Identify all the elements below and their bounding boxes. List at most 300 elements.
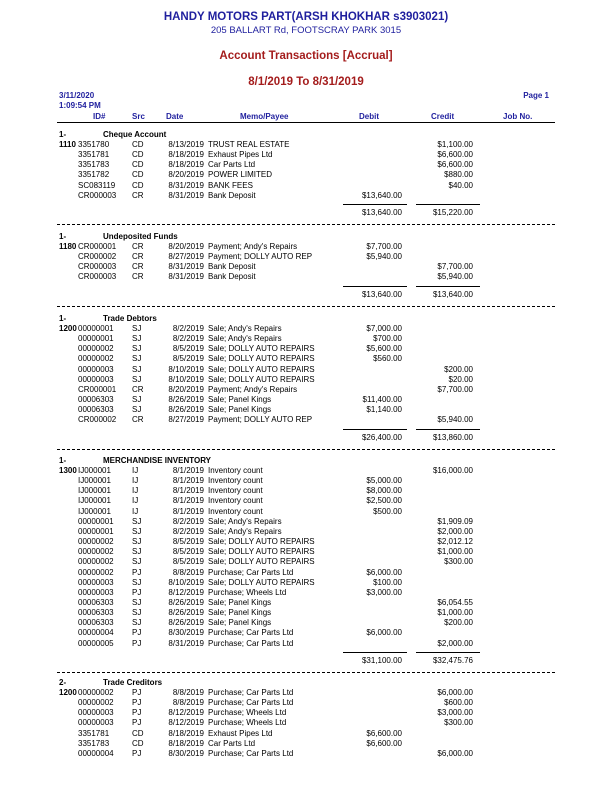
entry-date: 8/20/2019	[168, 170, 204, 180]
total-rule-debit	[343, 204, 407, 205]
entry-memo: Sale; DOLLY AUTO REPAIRS	[208, 354, 315, 364]
total-rule-credit	[416, 204, 480, 205]
transaction-row	[0, 708, 612, 718]
entry-id: 00000001	[78, 516, 114, 526]
entry-id: CR000003	[78, 262, 117, 272]
transaction-row	[0, 537, 612, 547]
entry-id: SC083119	[78, 180, 116, 190]
account-number: 2-1200	[59, 678, 77, 697]
entry-memo: Inventory count	[208, 506, 263, 516]
transaction-row	[0, 718, 612, 728]
entry-date: 8/27/2019	[168, 252, 204, 262]
entry-debit: $8,000.00	[366, 486, 402, 496]
entry-debit: $13,640.00	[361, 190, 402, 200]
entry-credit: $6,000.00	[437, 748, 473, 758]
entry-source: CD	[132, 170, 144, 180]
entry-source: CR	[132, 384, 144, 394]
entry-debit: $500.00	[373, 506, 402, 516]
entry-credit: $1,000.00	[437, 608, 473, 618]
entry-date: 8/1/2019	[172, 496, 204, 506]
transaction-row	[0, 547, 612, 557]
entry-id: IJ000001	[78, 486, 111, 496]
entry-id: CR000001	[78, 384, 117, 394]
entry-memo: Purchase; Wheels Ltd	[208, 718, 287, 728]
entry-debit: $560.00	[373, 354, 402, 364]
entry-date: 8/2/2019	[172, 526, 204, 536]
transaction-row	[0, 191, 612, 201]
entry-credit: $200.00	[444, 618, 473, 628]
entry-id: 3351780	[78, 140, 110, 149]
entry-date: 8/2/2019	[172, 334, 204, 344]
entry-source: CD	[132, 150, 144, 160]
entry-source: SJ	[132, 557, 142, 567]
entry-debit: $2,500.00	[366, 496, 402, 506]
entry-date: 8/2/2019	[172, 324, 204, 333]
entry-id: IJ000001	[78, 466, 111, 475]
entry-memo: Sale; Andy's Repairs	[208, 334, 282, 344]
transaction-row	[0, 354, 612, 364]
entry-date: 8/10/2019	[168, 577, 204, 587]
entry-memo: Bank Deposit	[208, 190, 256, 200]
section-separator	[57, 224, 555, 225]
entry-memo: Sale; DOLLY AUTO REPAIRS	[208, 344, 315, 354]
entry-credit: $600.00	[444, 698, 473, 708]
entry-credit: $40.00	[448, 180, 473, 190]
entry-id: 3351781	[78, 150, 110, 160]
entry-source: SJ	[132, 537, 142, 547]
entry-memo: Payment; Andy's Repairs	[208, 242, 298, 251]
entry-id: IJ000001	[78, 496, 111, 506]
entry-id: 00000002	[78, 537, 114, 547]
column-header-job: Job No.	[503, 112, 533, 121]
entry-credit: $5,940.00	[437, 272, 473, 282]
entry-id: 00000001	[78, 334, 114, 344]
print-date: 3/11/2020	[59, 91, 95, 100]
transaction-row	[0, 385, 612, 395]
entry-debit: $5,600.00	[366, 344, 402, 354]
column-header-debit: Debit	[359, 112, 379, 121]
entry-date: 8/12/2019	[168, 587, 204, 597]
transaction-row	[0, 588, 612, 598]
entry-id: 00006303	[78, 395, 114, 405]
entry-debit: $5,000.00	[366, 476, 402, 486]
entry-source: PJ	[132, 708, 142, 718]
transaction-row	[0, 608, 612, 618]
transaction-row	[0, 405, 612, 415]
entry-memo: Sale; Andy's Repairs	[208, 526, 282, 536]
entry-source: PJ	[132, 567, 142, 577]
transaction-row	[0, 568, 612, 578]
transaction-row	[0, 688, 612, 698]
entry-credit: $5,940.00	[437, 415, 473, 425]
entry-source: PJ	[132, 587, 142, 597]
entry-source: SJ	[132, 526, 142, 536]
entry-source: IJ	[132, 486, 139, 496]
entry-source: SJ	[132, 597, 142, 607]
entry-date: 8/12/2019	[168, 718, 204, 728]
entry-date: 8/20/2019	[168, 384, 204, 394]
entry-source: SJ	[132, 405, 142, 415]
entry-credit: $20.00	[448, 374, 473, 384]
entry-memo: Inventory count	[208, 476, 263, 486]
transaction-row	[0, 375, 612, 385]
entry-source: CD	[132, 180, 144, 190]
entry-id: 00000004	[78, 748, 114, 758]
entry-source: PJ	[132, 688, 142, 697]
entry-id: 00000004	[78, 628, 114, 638]
entry-source: SJ	[132, 577, 142, 587]
entry-debit: $6,000.00	[366, 567, 402, 577]
total-rule-credit	[416, 652, 480, 653]
entry-memo: Purchase; Wheels Ltd	[208, 708, 287, 718]
entry-memo: Exhaust Pipes Ltd	[208, 728, 273, 738]
transaction-row	[0, 749, 612, 759]
entry-id: 00000005	[78, 638, 114, 648]
entry-debit: $5,940.00	[366, 252, 402, 262]
entry-source: SJ	[132, 608, 142, 618]
entry-id: CR000003	[78, 190, 117, 200]
account-number: 1-1200	[59, 314, 77, 333]
transaction-row	[0, 618, 612, 628]
transaction-row	[0, 160, 612, 170]
entry-id: 00000002	[78, 557, 114, 567]
entry-date: 8/30/2019	[168, 628, 204, 638]
entry-memo: Car Parts Ltd	[208, 738, 256, 748]
entry-credit: $6,600.00	[437, 150, 473, 160]
entry-debit: $6,000.00	[366, 628, 402, 638]
transaction-row	[0, 486, 612, 496]
transaction-row	[0, 415, 612, 425]
entry-source: CR	[132, 262, 144, 272]
report-period: 8/1/2019 To 8/31/2019	[248, 76, 364, 88]
entry-source: CD	[132, 728, 144, 738]
transaction-row	[0, 507, 612, 517]
entry-debit: $11,400.00	[362, 395, 402, 405]
section-separator	[57, 306, 555, 307]
entry-id: 00000002	[78, 344, 114, 354]
account-total-debit: $31,100.00	[361, 655, 402, 665]
column-header-id: ID#	[93, 112, 106, 121]
entry-source: SJ	[132, 516, 142, 526]
entry-memo: Sale; Panel Kings	[208, 618, 272, 628]
entry-memo: Sale; DOLLY AUTO REPAIRS	[208, 577, 315, 587]
entry-memo: Car Parts Ltd	[208, 160, 256, 170]
entry-id: 00006303	[78, 618, 114, 628]
section-separator	[57, 672, 555, 673]
entry-credit: $6,600.00	[437, 160, 473, 170]
entry-date: 8/31/2019	[168, 180, 204, 190]
entry-credit: $2,000.00	[437, 526, 473, 536]
transaction-row	[0, 272, 612, 282]
entry-source: PJ	[132, 718, 142, 728]
entry-id: 00000002	[78, 354, 114, 364]
account-name: Undeposited Funds	[103, 232, 178, 241]
entry-id: CR000003	[78, 272, 117, 282]
entry-memo: Purchase; Wheels Ltd	[208, 587, 287, 597]
transaction-row	[0, 262, 612, 272]
entry-date: 8/27/2019	[168, 415, 204, 425]
entry-memo: BANK FEES	[208, 180, 253, 190]
entry-source: SJ	[132, 324, 142, 333]
entry-date: 8/13/2019	[168, 140, 204, 149]
entry-memo: Inventory count	[208, 496, 263, 506]
entry-debit: $6,600.00	[366, 728, 402, 738]
column-header-memo: Memo/Payee	[240, 112, 289, 121]
entry-source: IJ	[132, 506, 139, 516]
entry-date: 8/26/2019	[168, 405, 204, 415]
entry-id: 3351783	[78, 738, 110, 748]
entry-source: SJ	[132, 364, 142, 374]
entry-date: 8/26/2019	[168, 395, 204, 405]
report-title: Account Transactions [Accrual]	[219, 50, 393, 62]
entry-date: 8/1/2019	[172, 486, 204, 496]
transaction-row	[0, 476, 612, 486]
entry-date: 8/20/2019	[168, 242, 204, 251]
entry-memo: Sale; Panel Kings	[208, 608, 272, 618]
entry-credit: $16,000.00	[432, 466, 473, 475]
entry-credit: $200.00	[444, 364, 473, 374]
entry-memo: Purchase; Car Parts Ltd	[208, 688, 294, 697]
entry-date: 8/26/2019	[168, 608, 204, 618]
entry-id: 00006303	[78, 608, 114, 618]
entry-source: SJ	[132, 547, 142, 557]
transaction-row	[0, 344, 612, 354]
entry-id: 00000003	[78, 364, 114, 374]
transaction-row	[0, 242, 612, 252]
account-total-credit: $13,640.00	[432, 289, 473, 299]
entry-memo: POWER LIMITED	[208, 170, 273, 180]
entry-id: 00000001	[78, 324, 114, 333]
entry-id: CR000001	[78, 242, 117, 251]
account-total-credit: $32,475.76	[432, 655, 473, 665]
entry-credit: $300.00	[444, 718, 473, 728]
entry-source: CR	[132, 272, 144, 282]
entry-memo: Payment; DOLLY AUTO REP	[208, 252, 313, 262]
entry-memo: Sale; Panel Kings	[208, 597, 272, 607]
account-total-debit: $13,640.00	[361, 207, 402, 217]
entry-date: 8/10/2019	[168, 374, 204, 384]
transaction-row	[0, 334, 612, 344]
entry-source: SJ	[132, 334, 142, 344]
entry-memo: Purchase; Car Parts Ltd	[208, 638, 294, 648]
transaction-row	[0, 698, 612, 708]
entry-memo: Sale; Panel Kings	[208, 395, 272, 405]
entry-memo: Sale; DOLLY AUTO REPAIRS	[208, 374, 315, 384]
entry-debit: $100.00	[373, 577, 402, 587]
transaction-row	[0, 466, 612, 476]
entry-id: CR000002	[78, 415, 117, 425]
entry-memo: Purchase; Car Parts Ltd	[208, 628, 294, 638]
entry-date: 8/8/2019	[172, 567, 204, 577]
entry-memo: Inventory count	[208, 466, 263, 475]
entry-id: 00000002	[78, 547, 114, 557]
entry-id: 00006303	[78, 405, 114, 415]
entry-date: 8/8/2019	[172, 698, 204, 708]
entry-date: 8/5/2019	[172, 537, 204, 547]
column-header-credit: Credit	[431, 112, 455, 121]
entry-source: PJ	[132, 698, 142, 708]
entry-credit: $7,700.00	[437, 262, 473, 272]
account-total-credit: $15,220.00	[432, 207, 473, 217]
entry-date: 8/10/2019	[168, 364, 204, 374]
company-name: HANDY MOTORS PART(ARSH KHOKHAR s3903021)	[163, 11, 449, 23]
entry-memo: Sale; DOLLY AUTO REPAIRS	[208, 557, 315, 567]
entry-credit: $6,000.00	[437, 688, 473, 697]
entry-credit: $1,000.00	[437, 547, 473, 557]
entry-credit: $300.00	[444, 557, 473, 567]
entry-date: 8/1/2019	[172, 506, 204, 516]
entry-debit: $3,000.00	[366, 587, 402, 597]
entry-source: PJ	[132, 638, 142, 648]
entry-memo: Payment; Andy's Repairs	[208, 384, 298, 394]
transaction-row	[0, 517, 612, 527]
entry-source: IJ	[132, 466, 139, 475]
entry-source: CD	[132, 140, 144, 149]
entry-id: IJ000001	[78, 476, 111, 486]
entry-source: CD	[132, 738, 144, 748]
entry-source: PJ	[132, 748, 142, 758]
transaction-row	[0, 252, 612, 262]
entry-debit: $700.00	[373, 334, 402, 344]
entry-debit: $1,140.00	[366, 405, 402, 415]
entry-id: 00000001	[78, 526, 114, 536]
entry-credit: $6,054.55	[437, 597, 473, 607]
entry-date: 8/5/2019	[172, 354, 204, 364]
entry-credit: $2,012.12	[437, 537, 473, 547]
entry-source: SJ	[132, 395, 142, 405]
account-number: 1-1300	[59, 456, 77, 475]
entry-date: 8/18/2019	[168, 160, 204, 170]
entry-id: 3351781	[78, 728, 110, 738]
entry-date: 8/31/2019	[168, 272, 204, 282]
column-header-src: Src	[132, 112, 145, 121]
entry-id: 00000002	[78, 567, 114, 577]
entry-date: 8/1/2019	[172, 476, 204, 486]
entry-date: 8/31/2019	[168, 262, 204, 272]
entry-memo: Sale; Panel Kings	[208, 405, 272, 415]
entry-date: 8/5/2019	[172, 557, 204, 567]
entry-id: 3351783	[78, 160, 110, 170]
account-name: Cheque Account	[103, 130, 167, 139]
entry-source: SJ	[132, 344, 142, 354]
entry-debit: $7,700.00	[366, 242, 402, 251]
entry-source: SJ	[132, 354, 142, 364]
transaction-row	[0, 395, 612, 405]
entry-memo: Sale; Andy's Repairs	[208, 516, 282, 526]
entry-date: 8/31/2019	[168, 638, 204, 648]
entry-memo: Inventory count	[208, 486, 263, 496]
entry-date: 8/18/2019	[168, 738, 204, 748]
entry-memo: Purchase; Car Parts Ltd	[208, 748, 294, 758]
entry-memo: Bank Deposit	[208, 262, 256, 272]
entry-id: 3351782	[78, 170, 110, 180]
entry-id: IJ000001	[78, 506, 111, 516]
entry-id: 00000003	[78, 708, 114, 718]
entry-credit: $3,000.00	[437, 708, 473, 718]
entry-memo: Payment; DOLLY AUTO REP	[208, 415, 313, 425]
entry-date: 8/1/2019	[172, 466, 204, 475]
entry-memo: Purchase; Car Parts Ltd	[208, 698, 294, 708]
account-total-debit: $13,640.00	[361, 289, 402, 299]
entry-id: 00000003	[78, 374, 114, 384]
entry-credit: $1,909.09	[437, 516, 473, 526]
account-number: 1-1180	[59, 232, 77, 251]
entry-date: 8/18/2019	[168, 728, 204, 738]
company-address: 205 BALLART Rd, FOOTSCRAY PARK 3015	[210, 25, 402, 36]
total-rule-credit	[416, 286, 480, 287]
entry-source: IJ	[132, 476, 139, 486]
transaction-row	[0, 557, 612, 567]
entry-memo: Bank Deposit	[208, 272, 256, 282]
entry-id: 00006303	[78, 597, 114, 607]
section-separator	[57, 449, 555, 450]
transaction-row	[0, 365, 612, 375]
total-rule-credit	[416, 429, 480, 430]
entry-source: PJ	[132, 628, 142, 638]
entry-date: 8/12/2019	[168, 708, 204, 718]
entry-date: 8/30/2019	[168, 748, 204, 758]
entry-date: 8/5/2019	[172, 344, 204, 354]
entry-source: SJ	[132, 618, 142, 628]
transaction-row	[0, 140, 612, 150]
entry-credit: $7,700.00	[437, 384, 473, 394]
transaction-row	[0, 578, 612, 588]
page-number: Page 1	[523, 91, 549, 100]
entry-debit: $6,600.00	[366, 738, 402, 748]
entry-id: 00000002	[78, 698, 114, 708]
entry-date: 8/2/2019	[172, 516, 204, 526]
entry-source: CR	[132, 190, 144, 200]
header-rule	[57, 122, 555, 123]
entry-id: 00000003	[78, 577, 114, 587]
transaction-row	[0, 739, 612, 749]
account-number: 1-1110	[59, 130, 76, 149]
account-total-debit: $26,400.00	[361, 432, 402, 442]
entry-memo: Sale; DOLLY AUTO REPAIRS	[208, 537, 315, 547]
account-name: MERCHANDISE INVENTORY	[103, 456, 212, 465]
entry-source: IJ	[132, 496, 139, 506]
account-total-credit: $13,860.00	[432, 432, 473, 442]
total-rule-debit	[343, 429, 407, 430]
transaction-row	[0, 150, 612, 160]
transaction-row	[0, 170, 612, 180]
transaction-row	[0, 181, 612, 191]
entry-source: CD	[132, 160, 144, 170]
entry-source: CR	[132, 415, 144, 425]
transaction-row	[0, 729, 612, 739]
transaction-row	[0, 496, 612, 506]
entry-date: 8/18/2019	[168, 150, 204, 160]
entry-credit: $2,000.00	[437, 638, 473, 648]
entry-memo: TRUST REAL ESTATE	[208, 140, 290, 149]
transaction-row	[0, 639, 612, 649]
entry-id: 00000002	[78, 688, 114, 697]
account-name: Trade Debtors	[103, 314, 157, 323]
entry-memo: Sale; DOLLY AUTO REPAIRS	[208, 547, 315, 557]
entry-source: CR	[132, 252, 144, 262]
entry-id: CR000002	[78, 252, 117, 262]
account-name: Trade Creditors	[103, 678, 163, 687]
entry-memo: Sale; Andy's Repairs	[208, 324, 282, 333]
column-header-date: Date	[166, 112, 184, 121]
total-rule-debit	[343, 652, 407, 653]
entry-id: 00000003	[78, 718, 114, 728]
transaction-row	[0, 598, 612, 608]
entry-date: 8/26/2019	[168, 618, 204, 628]
print-time: 1:09:54 PM	[59, 101, 101, 110]
entry-memo: Exhaust Pipes Ltd	[208, 150, 273, 160]
entry-date: 8/26/2019	[168, 597, 204, 607]
